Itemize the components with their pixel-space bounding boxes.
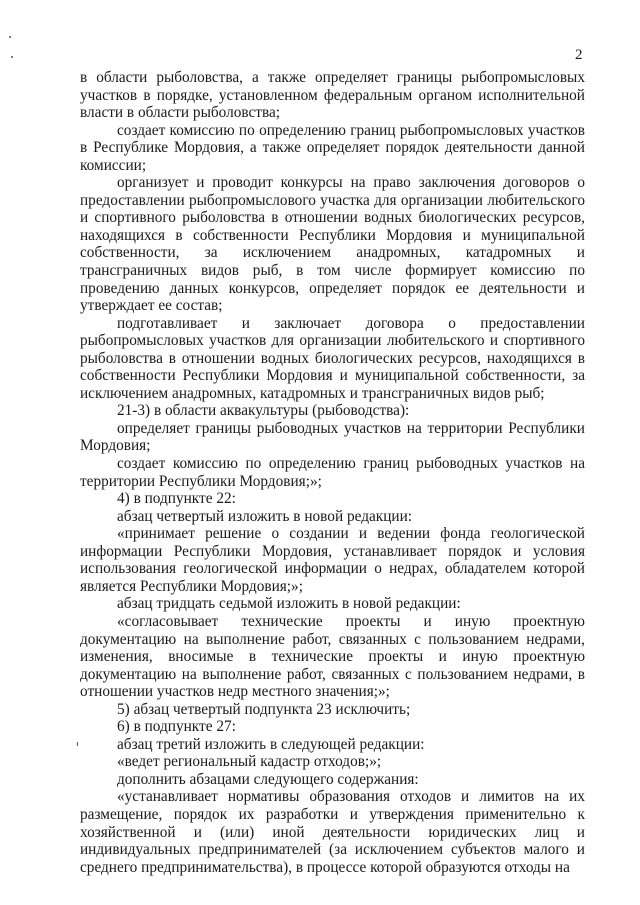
scan-artifact (77, 742, 78, 746)
paragraph: создает комиссию по определению границ рыбопромысловых участков в Республике Мордовия, а также определяет порядок деятельности данной комиссии; (80, 121, 585, 174)
paragraph: «ведет региональный кадастр отходов;»; (117, 753, 382, 771)
paragraph: подготавливает и заключает договора о предоставлении рыбопромысловых участков для организации любительского и спортивного рыболовства в отношении водных биологических ресурсов, находящихся в собственности Республики Мордовия и муниципальной собственности, за исключением анадромных, катадромных и трансграничных видов рыб; (80, 314, 585, 402)
paragraph: дополнить абзацами следующего содержания: (117, 770, 419, 788)
paragraph: абзац четвертый изложить в новой редакции: (117, 507, 413, 525)
paragraph: 21-3) в области аквакультуры (рыбоводства): (117, 402, 410, 420)
page-number: 2 (575, 47, 583, 63)
paragraph: организует и проводит конкурсы на право заключения договоров о предоставлении рыбопромыслового участка для организации любительского и спортивного рыболовства в отношении водных биологических ресурсов, находящихся в собственности Республики Мордовия и муниципальной собственности, за исключением анадромных, катадромных и трансграничных видов рыб, в том числе формирует комиссию по проведению данных конкурсов, определяет порядок ее деятельности и утверждает ее состав; (80, 174, 585, 315)
paragraph: 6) в подпункте 27: (117, 718, 236, 736)
paragraph: абзац третий изложить в следующей редакции: (117, 735, 425, 753)
paragraph: в области рыболовства, а также определяет границы рыбопромысловых участков в порядке, установленном федеральным органом исполнительной власти в области рыболовства; (80, 69, 585, 122)
paragraph: 5) абзац четвертый подпункта 23 исключить; (117, 700, 411, 718)
paragraph: «устанавливает нормативы образования отходов и лимитов на их размещение, порядок их разработки и утверждения применительно к хозяйственной и (или) иной деятельности юридических лиц и индивидуальных предпринимателей (за исключением субъектов малого и среднего предпринимательства), в процессе которой образуются отходы на (80, 788, 585, 876)
paragraph: определяет границы рыбоводных участков на территории Республики Мордовия; (80, 419, 585, 455)
paragraph: «согласовывает технические проекты и иную проектную документацию на выполнение работ, связанных с пользованием недрами, изменения, вносимые в технические проекты и иную проектную документацию на выполнение работ, связанных с пользованием недрами, в отношении участков недр местного значения;»; (80, 612, 585, 701)
paragraph: создает комиссию по определению границ рыбоводных участков на территории Республики Мордовия;»; (80, 455, 585, 490)
paragraph: «принимает решение о создании и ведении фонда геологической информации Республики Мордовия, устанавливает порядок и условия использования геологической информации о недрах, обладателем которой является Республики Мордовия;»; (80, 525, 585, 595)
paragraph: абзац тридцать седьмой изложить в новой редакции: (117, 595, 461, 613)
scan-artifact (9, 36, 11, 38)
document-body (80, 69, 585, 876)
paragraph: 4) в подпункте 22: (117, 490, 236, 508)
scan-artifact (11, 56, 13, 58)
